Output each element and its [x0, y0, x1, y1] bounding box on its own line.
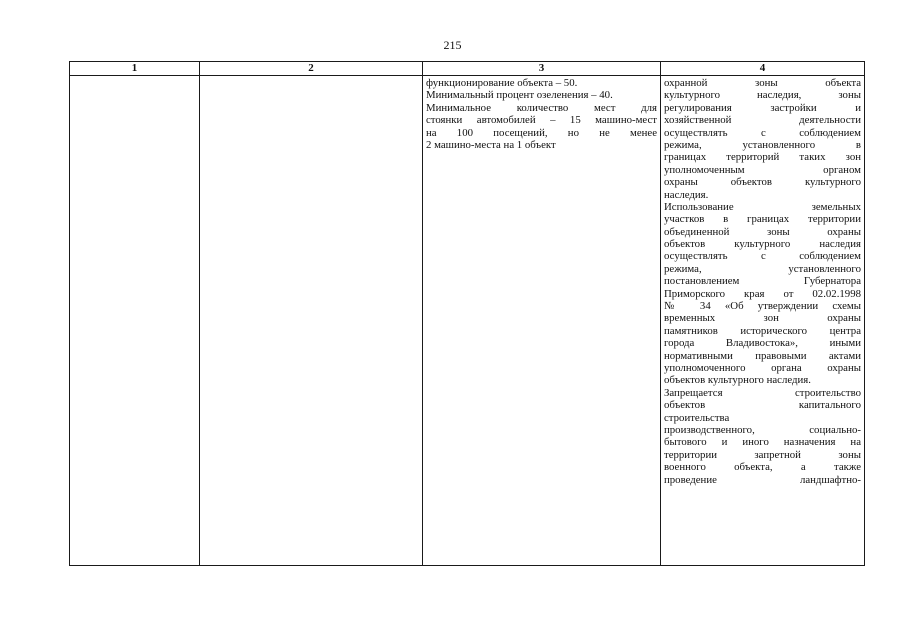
text-line: объектов культурного наследия — [664, 238, 861, 251]
table-row — [70, 76, 865, 566]
text-line: 2 машино-места на 1 объект — [426, 138, 556, 151]
regulation-table — [69, 61, 865, 566]
text-line: Использование земельных — [664, 200, 861, 213]
text-line: охраны объектов культурного — [664, 176, 861, 189]
text-line: бытового и иного назначения на — [664, 436, 861, 449]
page-number: 215 — [443, 38, 462, 52]
text-line: Приморского края от 02.02.1998 — [664, 287, 861, 300]
cell-col-2 — [200, 76, 423, 566]
text-line: производственного, социально- — [664, 423, 861, 436]
text-line: № 34 «Об утверждении схемы — [664, 300, 861, 313]
text-line: постановлением Губернатора — [664, 275, 861, 288]
text-line: охранной зоны объекта — [664, 77, 861, 89]
text-line: строительства — [664, 411, 730, 424]
text-line: памятников исторического центра — [664, 324, 861, 337]
cell-col-1 — [70, 76, 200, 566]
column-number-row — [70, 62, 865, 76]
text-line: уполномоченным органом — [664, 163, 861, 176]
text-line: Минимальное количество мест для — [426, 101, 657, 114]
text-line: на 100 посещений, но не менее — [426, 126, 657, 139]
text-line: проведение ландшафтно- — [664, 473, 861, 486]
text-line: осуществлять с соблюдением — [664, 250, 861, 263]
text-line: осуществлять с соблюдением — [664, 126, 861, 139]
text-line: наследия. — [664, 188, 709, 201]
text-line: нормативными правовыми актами — [664, 349, 861, 362]
text-line: объектов культурного наследия. — [664, 374, 811, 387]
text-line: функционирование объекта – 50. — [426, 77, 578, 89]
column-header-3: 3 — [423, 62, 661, 76]
text-line: военного объекта, а также — [664, 461, 861, 474]
text-line: культурного наследия, зоны — [664, 89, 861, 102]
text-line: границах территорий таких зон — [664, 151, 861, 164]
cell-col-3 — [423, 76, 661, 566]
column-header-2: 2 — [200, 62, 423, 76]
column-header-1: 1 — [70, 62, 200, 76]
text-line: стоянки автомобилей – 15 машино-мест — [426, 114, 657, 127]
column-header-4: 4 — [661, 62, 865, 76]
text-line: уполномоченного органа охраны — [664, 361, 861, 374]
text-line: хозяйственной деятельности — [664, 114, 861, 127]
text-line: режима, установленного в — [664, 138, 861, 151]
cell-col-4 — [661, 76, 865, 566]
text-line: регулирования застройки и — [664, 101, 861, 114]
text-line: города Владивостока», иными — [664, 337, 861, 350]
text-line: режима, установленного — [664, 262, 861, 275]
text-line: объединенной зоны охраны — [664, 225, 861, 238]
text-line: территории запретной зоны — [664, 448, 861, 461]
text-line: объектов капитального — [664, 399, 861, 412]
text-line: временных зон охраны — [664, 312, 861, 325]
text-line: Запрещается строительство — [664, 386, 861, 399]
text-line: Минимальный процент озеленения – 40. — [426, 89, 613, 102]
text-line: участков в границах территории — [664, 213, 861, 226]
